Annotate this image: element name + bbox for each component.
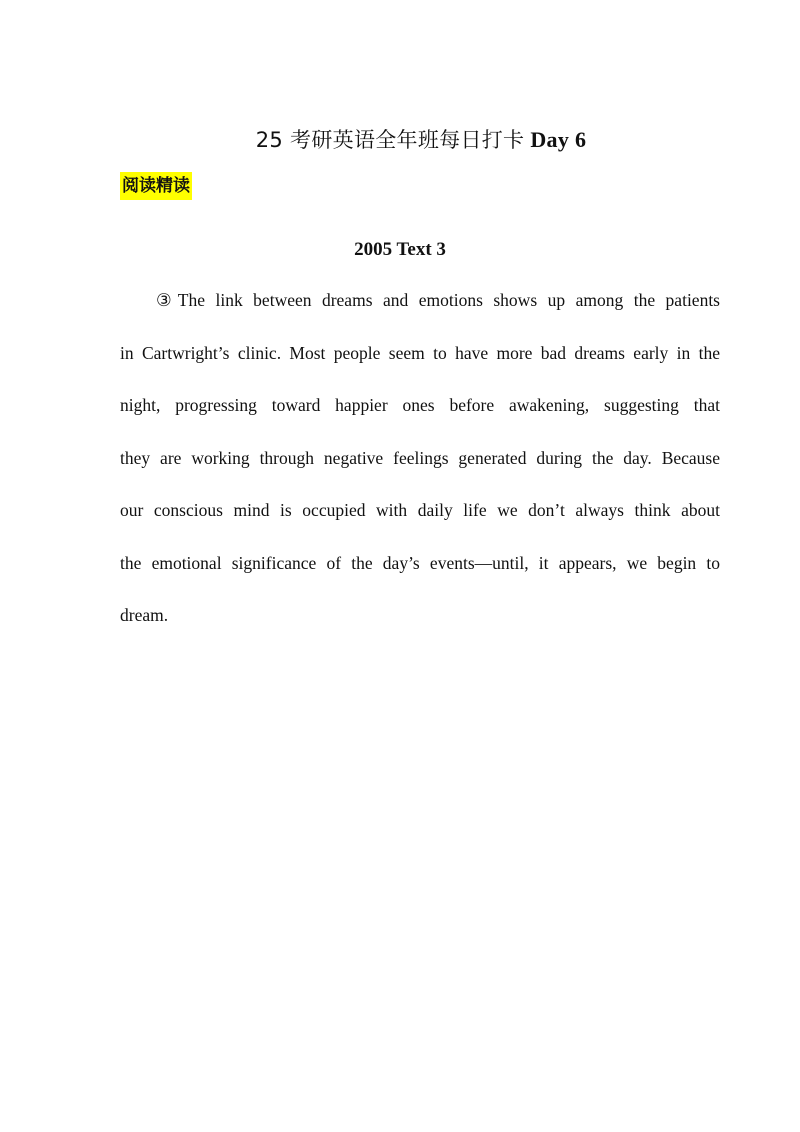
passage-line: in Cartwright’s clinic. Most people seem to have more bad dreams early in the: [120, 342, 720, 363]
passage-line: our conscious mind is occupied with daily life we don’t always think about: [120, 500, 720, 520]
passage-heading: 2005 Text 3: [354, 239, 446, 260]
passage-line: they are working through negative feelings generated during the day. Because: [120, 447, 720, 468]
page-title-day: Day 6: [530, 127, 587, 152]
section-label-highlighted: 阅读精读: [120, 172, 192, 200]
passage-line: night, progressing toward happier ones before awakening, suggesting that: [120, 395, 720, 415]
passage-line: the emotional significance of the day’s events—until, it appears, we begin to: [120, 552, 720, 573]
passage-line: ③The link between dreams and emotions shows up among the patients: [156, 290, 720, 310]
page-title: [0, 124, 800, 156]
reading-passage: [120, 286, 720, 654]
page-title-prefix: 25 考研英语全年班每日打卡: [255, 128, 525, 152]
passage-line: dream.: [120, 605, 169, 625]
